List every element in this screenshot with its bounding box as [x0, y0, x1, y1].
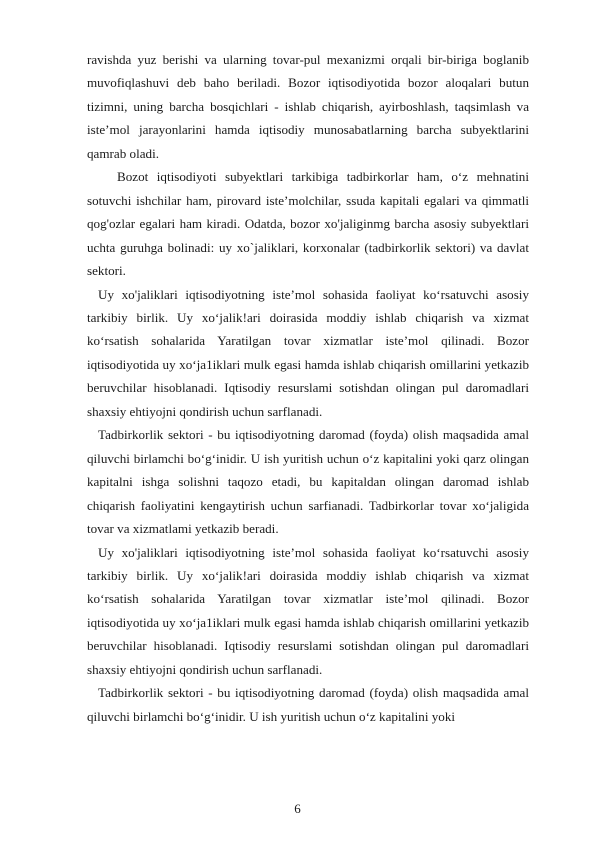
paragraph-households-repeat: Uy xo'jaliklari iqtisodiyotning iste’mol sohasida faoliyat ko‘rsatuvchi asosiy tarkibiy birlik. Uy xo‘jalik!ari doirasida moddiy ishlab chiqarish va xizmat ko‘rsatish sohalarida Yaratilgan tovar xizmatlar iste’mol qilinadi. Bozor iqtisodiyotida uy xo‘ja1iklari mulk egasi hamda ishlab chiqarish omillarini yetkazib beruvchilar hisoblanadi. Iqtisodiy resurslami sotishdan olingan pul daromadlari shaxsiy ehtiyojni qondirish uchun sarflanadi.	[87, 544, 529, 677]
paragraph-continuation: ravishda yuz berishi va ularning tovar-pul mexanizmi orqali bir-biriga boglanib muvofiqlashuvi deb baho beriladi. Bozor iqtisodiyotida bozor aloqalari butun tizimni, uning barcha bosqichlari - ishlab chiqarish, ayirboshlash, taqsimlash va iste’mol jarayonlarini hamda iqtisodiy munosabatlarning barcha subyektlarini qamrab oladi.	[87, 52, 529, 161]
page-number: 6	[294, 801, 301, 816]
document-page	[87, 48, 529, 728]
paragraph-households: Uy xo'jaliklari iqtisodiyotning iste’mol sohasida faoliyat ko‘rsatuvchi asosiy tarkibiy birlik. Uy xo‘jalik!ari doirasida moddiy ishlab chiqarish va xizmat ko‘rsatish sohalarida Yaratilgan tovar xizmatlar iste’mol qilinadi. Bozor iqtisodiyotida uy xo‘ja1iklari mulk egasi hamda ishlab chiqarish omillarini yetkazib beruvchilar hisoblanadi. Iqtisodiy resurslami sotishdan olingan pul daromadlari shaxsiy ehtiyojni qondirish uchun sarflanadi.	[87, 286, 529, 419]
paragraph-market-subjects: Bozot iqtisodiyoti subyektlari tarkibiga tadbirkorlar ham, o‘z mehnatini sotuvchi ishchilar ham, pirovard iste’molchilar, ssuda kapitali egalari va qimmatli qog'ozlar egalari ham kiradi. Odatda, bozor xo'jaliginmg barcha asosiy subyektlari uchta guruhga bolinadi: uy xo`jaliklari, korxonalar (tadbirkorlik sektori) va davlat sektori.	[87, 169, 529, 279]
paragraph-business-sector-repeat: Tadbirkorlik sektori - bu iqtisodiyotning daromad (foyda) olish maqsadida amal qiluvchi birlamchi bo‘g‘inidir. U ish yuritish uchun o‘z kapitalini yoki	[87, 685, 529, 724]
paragraph-business-sector: Tadbirkorlik sektori - bu iqtisodiyotning daromad (foyda) olish maqsadida amal qiluvchi birlamchi bo‘g‘inidir. U ish yuritish uchun o‘z kapitalini yoki qarz olingan kapitalni ishga solishni taqozo etadi, bu kapitaldan olingan daromad ishlab chiqarish faoliyatini kengaytirish uchun sarfianadi. Tadbirkorlar tovar xo‘jaligida tovar va xizmatlami yetkazib beradi.	[87, 427, 529, 537]
